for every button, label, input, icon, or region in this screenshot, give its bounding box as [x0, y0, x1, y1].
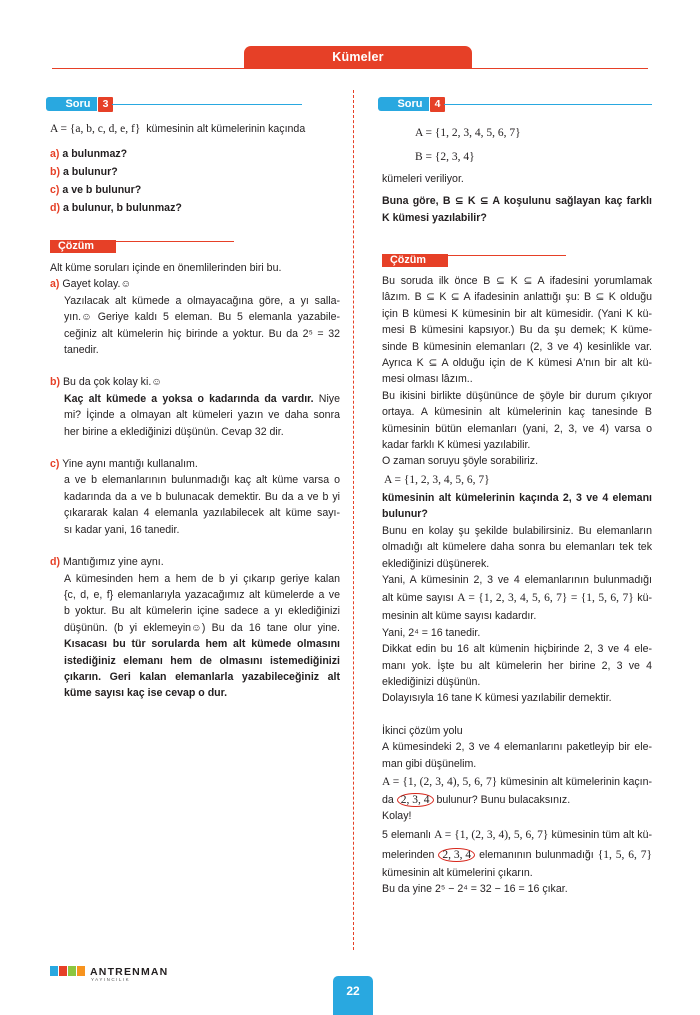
question-restated-2: bulunur? [382, 508, 428, 521]
set-difference: A = {1, 2, 3, 4, 5, 6, 7} = {1, 5, 6, 7} [457, 592, 634, 605]
second-method-title: İkinci çözüm yolu [382, 724, 463, 737]
solution-label: Çözüm [50, 240, 116, 253]
part-a-body: Yazılacak alt kümede a olmayacağına göre, a yı salla- yın.☺ Geriye kaldı 5 eleman. Bu 5 elemanla yazabile- ceğiniz alt kümelerin hiç birinde a yoktur. Bu da 2⁵ = 32 tanedir. [64, 294, 340, 357]
paragraph-2: Bu ikisini birlikte düşününce de şöyle bir durum çıkıyor ortaya. A kümesinin alt kümelerinin kaç tanesinde B kümesinin bütün elemanları (yani, 2, 3, ve 4) varsa o kadar farklı K kümesi yazılabilir. O zaman soruyu şöyle sorabiliriz. [382, 389, 652, 468]
question-number: 3 [97, 96, 114, 113]
question-rule [444, 104, 652, 105]
question-3-body [50, 121, 340, 217]
packed-element-circle: 2, 3, 4 [397, 793, 434, 807]
given-text: kümeleri veriliyor. [382, 173, 464, 185]
logo-subtitle: YAYINCILIK [91, 977, 131, 982]
part-b-body: Kaç alt kümede a yoksa o kadarında da vardır. Niye mi? İçinde a olmayan alt kümeleri yazın ve daha sonra her birine a eklediğinizi düşünün. Cevap 32 dir. [64, 392, 340, 438]
question-4-heading [382, 94, 652, 114]
set-a-expr: A = {a, b, c, d, e, f} [50, 123, 141, 135]
option-c: c) a ve b bulunur? [50, 183, 142, 196]
logo-square-icon [77, 966, 85, 976]
packed-element-circle-2: 2, 3, 4 [438, 848, 475, 862]
part-b-head: b) Bu da çok kolay ki.☺ [50, 376, 163, 389]
column-divider [353, 90, 354, 950]
question-3-stem [50, 121, 340, 139]
question-3-text: kümesinin alt kümelerinin kaçında [146, 123, 306, 135]
paragraph-3: Bunu en kolay şu şekilde bulabilirsiniz. Bu elemanların olmadığı alt kümelere daha sonra bu elemanları tek tek eklediğinizi düşünerek. Yani, A kümesinin 2, 3 ve 4 elemanlarının bulunmadığı alt küme sayısı A = {1, 2, 3, 4, 5, 6, 7} = {1, 5, 6, 7} kü- mesinin alt küme sayısı kadardır. Yani, 2⁴ = 16 tanedir. Dikkat edin bu 16 alt kümenin hiçbirinde 2, 3 ve 4 ele- manı yok. İşte bu alt kümelerin her birine 2, 3 ve 4 eklediğinizi düşünün. Dolayısıyla 16 tane K kümesi yazılabilir demektir. [382, 524, 652, 705]
chapter-title: Kümeler [244, 46, 472, 68]
question-4-bold: Buna göre, B ⊆ K ⊆ A koşulunu sağlayan kaç farklı [382, 195, 652, 208]
set-a: A = {1, 2, 3, 4, 5, 6, 7} [415, 127, 521, 139]
page-number: 22 [333, 976, 373, 1015]
part-d-head: d) Mantığımız yine aynı. [50, 556, 164, 569]
question-rule [112, 104, 302, 105]
question-restated: kümesinin alt kümelerinin kaçında 2, 3 ve 4 elemanı [382, 491, 652, 504]
second-method: İkinci çözüm yolu A kümesindeki 2, 3 ve 4 elemanlarını paketleyip bir ele- man gibi düşünelim. A = {1, (2, 3, 4), 5, 6, 7} kümesinin alt kümelerinin kaçın- da 2, 3, 4 bulunur? Bunu bulacaksınız. Kolay! 5 elemanlı A = {1, (2, 3, 4), 5, 6, 7} kümesinin tüm alt kü- melerinden 2, 3, 4 elemanının bulunmadığı {1, 5, 6, 7} kümesinin alt kümelerini çıkarın. Bu da yine 2⁵ − 2⁴ = 32 − 16 = 16 çıkar. [382, 723, 652, 898]
solution-3-body [50, 260, 340, 702]
question-label: Soru [382, 97, 438, 111]
logo-name: ANTRENMAN [90, 966, 169, 978]
part-a-head: a) Gayet kolay.☺ [50, 278, 132, 291]
packed-set: A = {1, (2, 3, 4), 5, 6, 7} [382, 775, 498, 788]
part-d-body: A kümesinden hem a hem de b yi çıkarıp geriye kalan {c, d, e, f} elemanlarıyla yazacağımız alt kümelerde a ve b yoktur. Bu alt kümelerin içine sadece a yı eklediğinizi düşünün. (b yi eklemeyin☺) Bu da 16 tane olur yine. Kısacası bu tür sorularda hem alt kümede olmasını istediğiniz elemanı hem de olmasını istemediğinizi çıkarın. Geri kalan elemanlarla yazabileceğiniz alt küme sayısı kaç ise cevap o dur. [64, 572, 340, 700]
question-4-bold-2: K kümesi yazılabilir? [382, 211, 487, 224]
solution-rule [116, 241, 234, 242]
question-label: Soru [50, 97, 106, 111]
question-4-body [382, 121, 652, 226]
solution-intro: Alt küme soruları içinde en önemlilerinden biri bu. [50, 262, 282, 274]
solution-4-heading [382, 254, 566, 268]
publisher-logo [50, 962, 190, 984]
logo-square-icon [59, 966, 67, 976]
logo-square-icon [50, 966, 58, 976]
logo-square-icon [68, 966, 76, 976]
option-b: b) a bulunur? [50, 165, 118, 178]
set-b: B = {2, 3, 4} [415, 151, 475, 163]
part-c-head: c) Yine aynı mantığı kullanalım. [50, 458, 198, 471]
question-3-heading [50, 94, 302, 114]
header-rule [52, 68, 648, 69]
final-answer: Bu da yine 2⁵ − 2⁴ = 32 − 16 = 16 çıkar. [382, 883, 568, 896]
solution-rule [448, 255, 566, 256]
question-number: 4 [429, 96, 446, 113]
solution-4-body [382, 273, 652, 898]
option-d: d) a bulunur, b bulunmaz? [50, 201, 182, 214]
part-c-body: a ve b elemanlarının bulunmadığı kaç alt küme varsa o kadarında da a ve b bulunacak demektir. Bu da a ve b yi çıkararak kalan 4 elemanla yazılabilecek alt küme sayı- sı kadar yani, 16 tanedir. [64, 474, 340, 536]
option-a: a) a bulunmaz? [50, 147, 128, 160]
solution-label: Çözüm [382, 254, 448, 267]
solution-3-heading [50, 240, 234, 254]
paragraph-1: Bu soruda ilk önce B ⊆ K ⊆ A ifadesini yorumlamak lâzım. B ⊆ K ⊆ A ifadesinin anlattığı şu: B ⊆ K olduğu için B kümesi K kümesinin bir alt kümesidir. (Yani K kü- mesi B kümesini kapsıyor.) Bu da şu demek; K küme- sinde B kümesinin elemanları (2, 3 ve 4) kesinlikle var. Ayrıca K ⊆ A olduğu için de K kümesi A'nın bir alt kü- mesi olması lâzım.. [382, 275, 652, 386]
set-a-repeat: A = {1, 2, 3, 4, 5, 6, 7} [384, 473, 490, 486]
